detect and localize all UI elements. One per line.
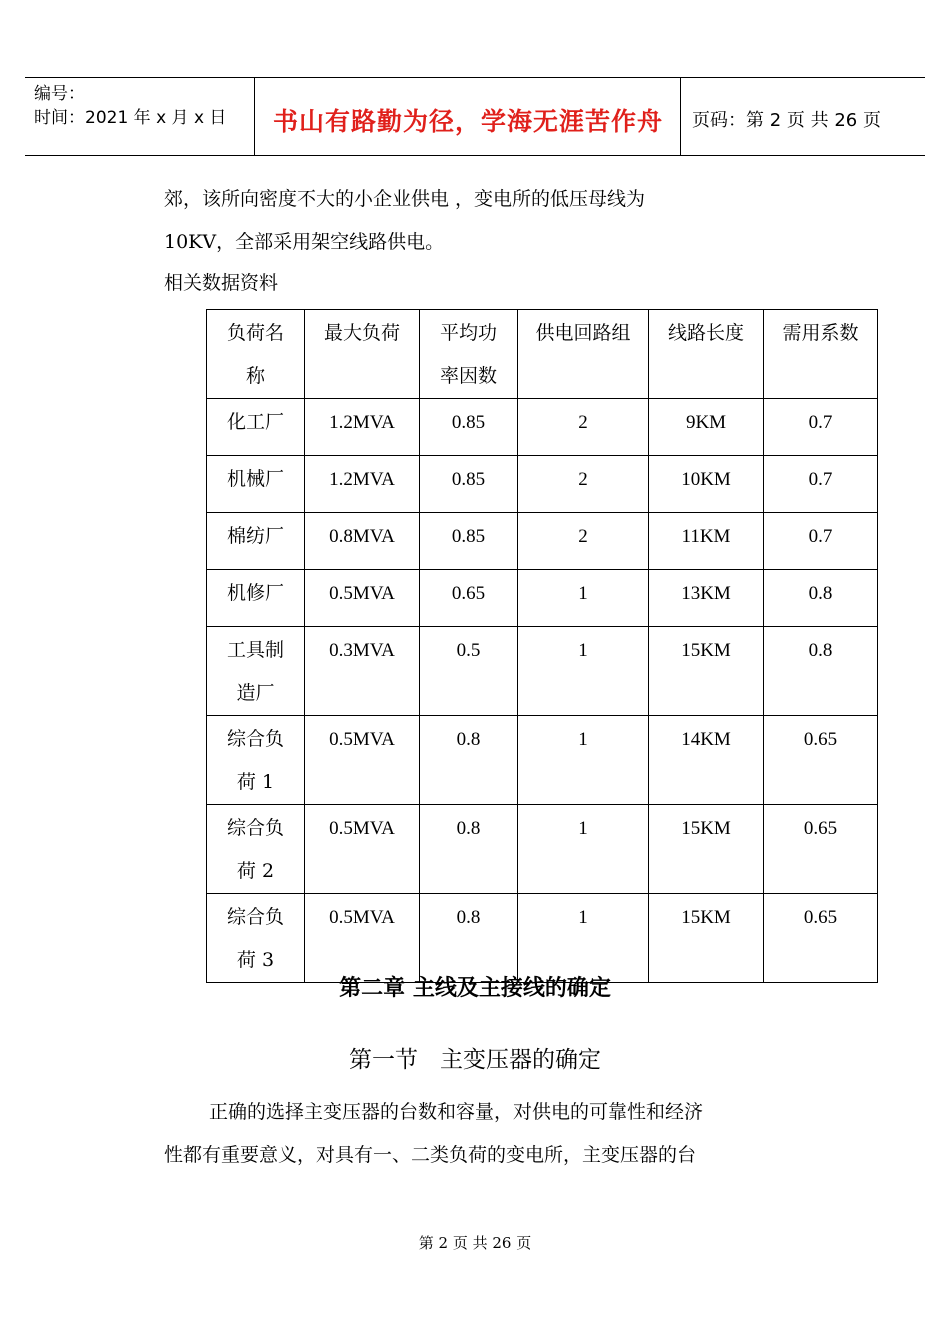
load-name-line: 工具制 (226, 639, 284, 661)
header-page-number: 页码：第 2 页 共 26 页 (692, 110, 881, 131)
load-data-table (206, 309, 878, 983)
cell-circuits: 1 (518, 894, 649, 983)
chapter-title: 第二章 主线及主接线的确定 (339, 976, 611, 1001)
cell-demand-coefficient: 0.65 (764, 894, 878, 983)
cell-line-length: 11KM (649, 513, 764, 570)
para2-line-1: 正确的选择主变压器的台数和容量，对供电的可靠性和经济 (209, 1101, 704, 1123)
load-name-line: 综合负 (226, 906, 284, 928)
table-header-cell (764, 310, 878, 399)
table-row (207, 456, 878, 513)
cell-power-factor: 0.8 (420, 716, 518, 805)
header-text-line: 线路长度 (667, 322, 744, 344)
load-name-line: 荷 1 (236, 771, 275, 793)
cell-demand-coefficient: 0.65 (764, 716, 878, 805)
cell-line-length: 9KM (649, 399, 764, 456)
load-name-line: 机械厂 (226, 468, 284, 490)
cell-power-factor: 0.85 (420, 399, 518, 456)
cell-power-factor: 0.8 (420, 805, 518, 894)
header-text-line: 称 (245, 365, 265, 387)
load-name-line: 荷 2 (236, 860, 275, 882)
header-text-line: 最大负荷 (323, 322, 400, 344)
cell-max-load: 0.5MVA (305, 805, 420, 894)
load-name-line: 造厂 (236, 682, 275, 704)
cell-line-length: 13KM (649, 570, 764, 627)
body-line-1: 郊，该所向密度不大的小企业供电 ，变电所的低压母线为 (164, 188, 646, 210)
load-name-line: 综合负 (226, 728, 284, 750)
cell-load-name (207, 570, 305, 627)
header-text-line: 需用系数 (782, 322, 859, 344)
header-motto: 书山有路勤为径，学海无涯苦作舟 (272, 107, 663, 136)
header-bottom-rule (25, 155, 925, 156)
cell-load-name (207, 805, 305, 894)
table-header-cell (207, 310, 305, 399)
cell-demand-coefficient: 0.8 (764, 570, 878, 627)
table-row (207, 570, 878, 627)
cell-demand-coefficient: 0.7 (764, 456, 878, 513)
cell-circuits: 1 (518, 627, 649, 716)
time-label: 时间：2021 年 x 月 x 日 (34, 108, 227, 128)
header-text-line: 平均功 (439, 322, 497, 344)
table-row (207, 399, 878, 456)
table-header-cell (649, 310, 764, 399)
header-divider-left (254, 77, 255, 155)
cell-max-load: 0.3MVA (305, 627, 420, 716)
section-text: 主变压器的确定 (440, 1047, 601, 1073)
cell-load-name (207, 513, 305, 570)
cell-demand-coefficient: 0.65 (764, 805, 878, 894)
load-name-line: 综合负 (226, 817, 284, 839)
cell-max-load: 0.5MVA (305, 716, 420, 805)
header-text-line: 率因数 (439, 365, 497, 387)
cell-demand-coefficient: 0.8 (764, 627, 878, 716)
table-header-cell (305, 310, 420, 399)
load-name-line: 荷 3 (236, 949, 275, 971)
load-name-line: 化工厂 (226, 411, 284, 433)
cell-circuits: 2 (518, 399, 649, 456)
table-row (207, 805, 878, 894)
header-text-line: 负荷名 (226, 322, 284, 344)
cell-power-factor: 0.65 (420, 570, 518, 627)
cell-line-length: 14KM (649, 716, 764, 805)
cell-load-name (207, 894, 305, 983)
cell-max-load: 1.2MVA (305, 399, 420, 456)
table-row (207, 513, 878, 570)
cell-power-factor: 0.5 (420, 627, 518, 716)
cell-line-length: 10KM (649, 456, 764, 513)
cell-power-factor: 0.85 (420, 513, 518, 570)
cell-circuits: 2 (518, 456, 649, 513)
body-line-3: 相关数据资料 (164, 272, 279, 294)
cell-line-length: 15KM (649, 805, 764, 894)
section-title (0, 1041, 950, 1074)
cell-max-load: 1.2MVA (305, 456, 420, 513)
cell-max-load: 0.5MVA (305, 570, 420, 627)
table-header-cell (518, 310, 649, 399)
cell-circuits: 1 (518, 805, 649, 894)
cell-max-load: 0.8MVA (305, 513, 420, 570)
header-divider-right (680, 77, 681, 155)
header-top-rule (25, 77, 925, 78)
cell-demand-coefficient: 0.7 (764, 513, 878, 570)
cell-load-name (207, 627, 305, 716)
header-meta (34, 82, 226, 130)
cell-line-length: 15KM (649, 894, 764, 983)
section-number: 第一节 (349, 1047, 418, 1073)
table-header-cell (420, 310, 518, 399)
cell-power-factor: 0.8 (420, 894, 518, 983)
para2-line-2: 性都有重要意义，对具有一、二类负荷的变电所，主变压器的台 (164, 1144, 697, 1166)
cell-load-name (207, 456, 305, 513)
table-row (207, 716, 878, 805)
load-name-line: 机修厂 (226, 582, 284, 604)
cell-circuits: 2 (518, 513, 649, 570)
cell-load-name (207, 399, 305, 456)
table-row (207, 894, 878, 983)
cell-circuits: 1 (518, 716, 649, 805)
page-footer: 第 2 页 共 26 页 (418, 1234, 532, 1252)
table-row (207, 627, 878, 716)
cell-power-factor: 0.85 (420, 456, 518, 513)
cell-load-name (207, 716, 305, 805)
load-name-line: 棉纺厂 (226, 525, 284, 547)
cell-circuits: 1 (518, 570, 649, 627)
table-header-row (207, 310, 878, 399)
cell-max-load: 0.5MVA (305, 894, 420, 983)
cell-demand-coefficient: 0.7 (764, 399, 878, 456)
cell-line-length: 15KM (649, 627, 764, 716)
header-text-line: 供电回路组 (535, 322, 631, 344)
body-line-2: 10KV，全部采用架空线路供电。 (164, 231, 445, 253)
serial-label: 编号： (34, 84, 85, 104)
